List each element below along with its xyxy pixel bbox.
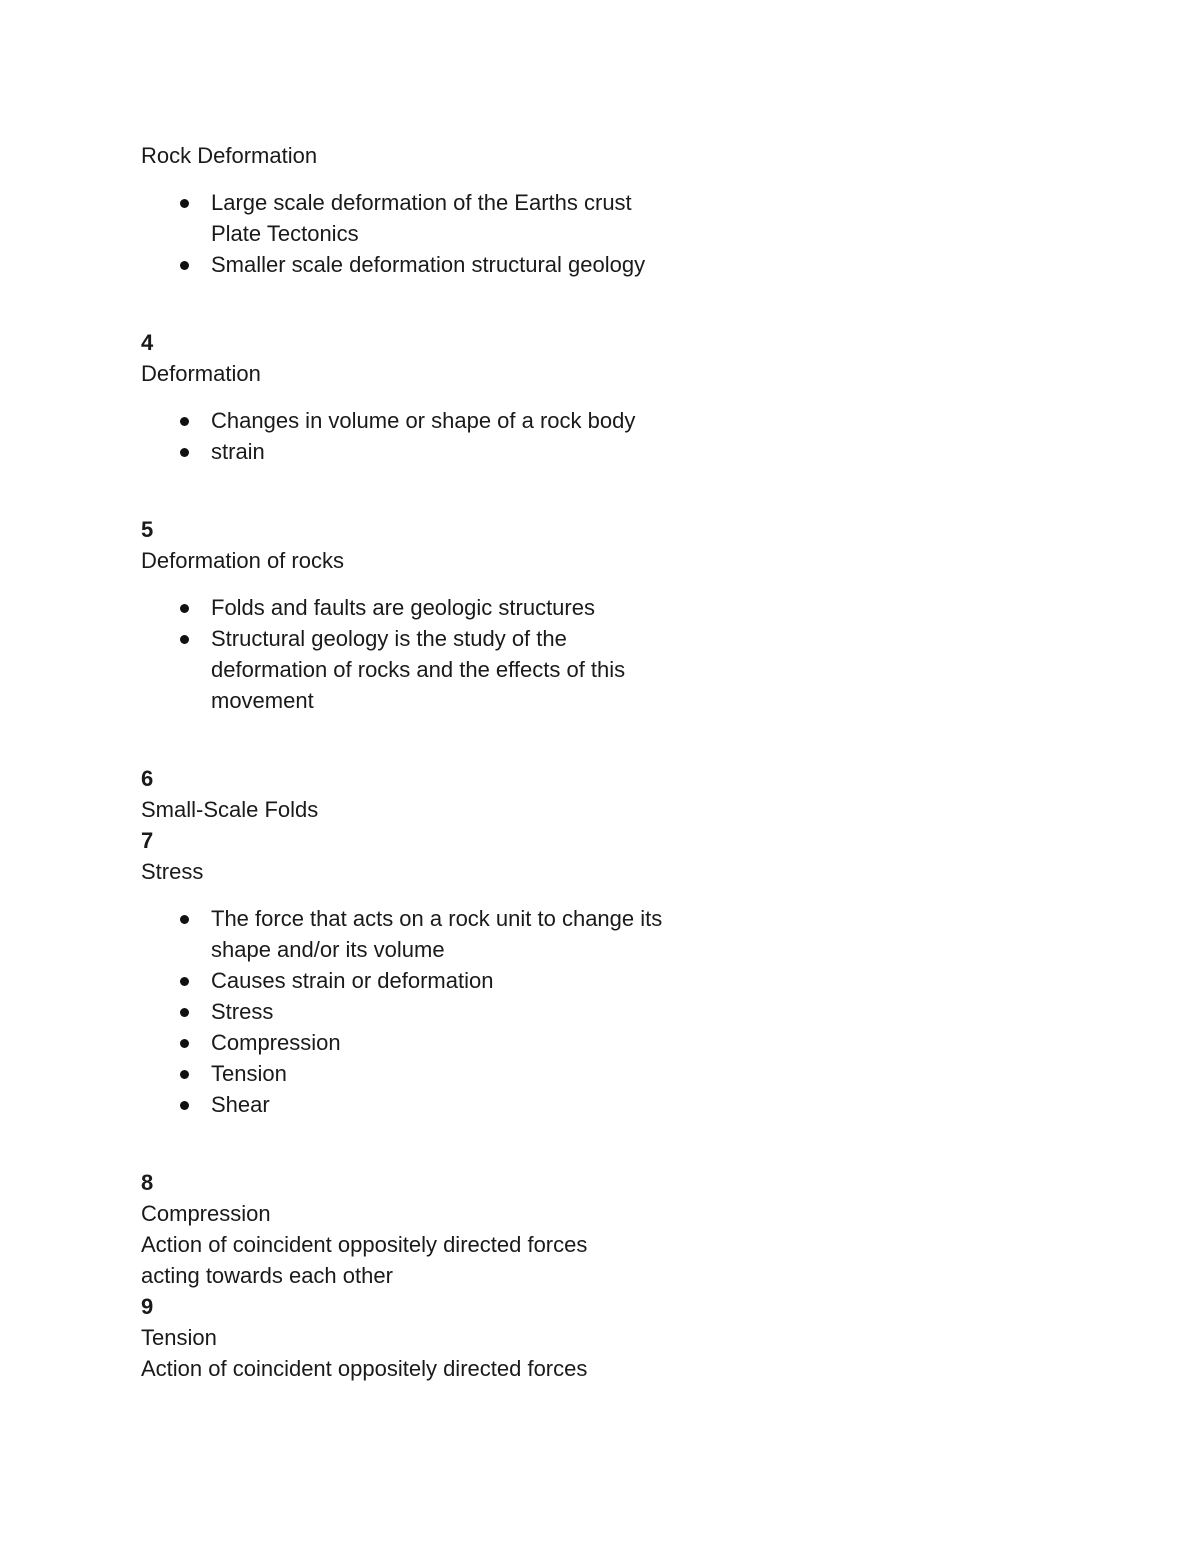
section-title-tension: Tension [141,1325,217,1350]
document-page [141,140,741,1384]
list-item [141,592,741,623]
section-number: 4 [141,330,154,355]
list-item [141,903,741,965]
bullet-list-deformation-of-rocks [141,592,741,716]
section-title-deformation-of-rocks: Deformation of rocks [141,548,344,573]
bullet-list-stress [141,903,741,1120]
list-item: Changes in volume or shape of a rock body [141,405,741,436]
definition-line: Action of coincident oppositely directed forces [141,1232,588,1257]
definition-line: Action of coincident oppositely directed forces [141,1356,588,1381]
bullet-list-rock-deformation [141,187,741,280]
list-item: Causes strain or deformation [141,965,741,996]
list-item-line: Structural geology is the study of the [211,626,567,651]
section-title-rock-deformation: Rock Deformation [141,143,318,168]
section-number: 7 [141,828,154,853]
list-item [141,187,741,249]
definition-line: acting towards each other [141,1263,393,1288]
list-item-line: deformation of rocks and the effects of this [211,657,626,682]
list-item [141,623,741,716]
list-item: Compression [141,1027,741,1058]
section-number: 5 [141,517,154,542]
section-number: 9 [141,1294,154,1319]
list-item-line: shape and/or its volume [211,937,445,962]
section-number: 8 [141,1170,154,1195]
section-title-compression: Compression [141,1201,271,1226]
list-item: Shear [141,1089,741,1120]
bullet-list-deformation [141,405,741,467]
list-item-line: Large scale deformation of the Earths crust [211,190,632,215]
section-title-deformation: Deformation [141,361,261,386]
list-item-line: The force that acts on a rock unit to change its [211,906,663,931]
section-number: 6 [141,766,154,791]
list-item: Tension [141,1058,741,1089]
list-item-line: Folds and faults are geologic structures [211,595,595,620]
list-item [141,249,741,280]
section-title-stress: Stress [141,859,204,884]
list-item-line: movement [211,688,314,713]
list-item-line: Plate Tectonics [211,221,359,246]
section-title-small-scale-folds: Small-Scale Folds [141,797,319,822]
list-item: strain [141,436,741,467]
list-item: Stress [141,996,741,1027]
list-item-line: Smaller scale deformation structural geology [211,252,646,277]
